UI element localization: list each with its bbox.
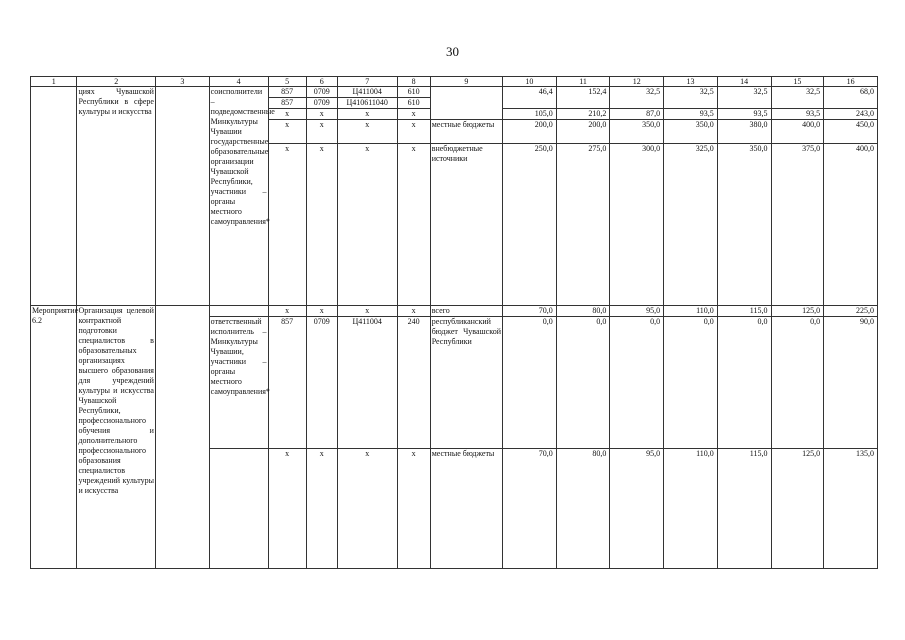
value-cell: 200,0 bbox=[556, 120, 610, 144]
col-header: 15 bbox=[771, 77, 824, 87]
expense-group-cell: х bbox=[397, 306, 430, 317]
expense-group-cell: х bbox=[397, 120, 430, 144]
value-cell: 46,4 bbox=[502, 87, 556, 109]
target-article-cell: х bbox=[337, 144, 397, 306]
target-article-cell: х bbox=[337, 306, 397, 317]
source-cell bbox=[430, 87, 502, 120]
value-cell: 70,0 bbox=[502, 449, 556, 569]
value-cell: 105,0 bbox=[502, 109, 556, 120]
target-article-cell: Ц411004 bbox=[337, 87, 397, 98]
executor-cell: соисполнители – подведомственные Минкультуры Чувашии государственные образовательные организации Чувашской Республики, участники – органы местного самоуправления* bbox=[209, 87, 268, 306]
value-cell: 350,0 bbox=[664, 120, 718, 144]
value-cell: 450,0 bbox=[824, 120, 878, 144]
cell-empty bbox=[209, 306, 268, 317]
value-cell: 0,0 bbox=[556, 317, 610, 449]
target-article-cell: х bbox=[337, 449, 397, 569]
grbs-cell: х bbox=[268, 109, 306, 120]
col-header: 6 bbox=[306, 77, 337, 87]
value-cell: 135,0 bbox=[824, 449, 878, 569]
col-header: 2 bbox=[77, 77, 156, 87]
value-cell: 250,0 bbox=[502, 144, 556, 306]
target-article-cell: х bbox=[337, 120, 397, 144]
grbs-cell: 857 bbox=[268, 98, 306, 109]
value-cell: 93,5 bbox=[664, 109, 718, 120]
grbs-cell: х bbox=[268, 449, 306, 569]
value-cell: 110,0 bbox=[664, 449, 718, 569]
section-cell: х bbox=[306, 449, 337, 569]
source-cell: местные бюджеты bbox=[430, 120, 502, 144]
value-cell: 243,0 bbox=[824, 109, 878, 120]
source-cell: всего bbox=[430, 306, 502, 317]
target-article-cell: х bbox=[337, 109, 397, 120]
grbs-cell: 857 bbox=[268, 87, 306, 98]
table-row bbox=[31, 87, 878, 98]
value-cell: 32,5 bbox=[664, 87, 718, 109]
section-cell: 0709 bbox=[306, 317, 337, 449]
value-cell: 80,0 bbox=[556, 306, 610, 317]
section-cell: х bbox=[306, 144, 337, 306]
value-cell: 110,0 bbox=[664, 306, 718, 317]
col-header: 5 bbox=[268, 77, 306, 87]
value-cell: 95,0 bbox=[610, 306, 664, 317]
value-cell: 0,0 bbox=[610, 317, 664, 449]
value-cell: 125,0 bbox=[771, 306, 824, 317]
value-cell: 325,0 bbox=[664, 144, 718, 306]
value-cell: 87,0 bbox=[610, 109, 664, 120]
grbs-cell: х bbox=[268, 144, 306, 306]
column-number-row bbox=[31, 77, 878, 87]
value-cell: 400,0 bbox=[824, 144, 878, 306]
col-header: 11 bbox=[556, 77, 610, 87]
executor-cell: ответственный исполнитель – Минкультуры Чувашии, участники – органы местного самоуправления* bbox=[209, 317, 268, 449]
grbs-cell: х bbox=[268, 120, 306, 144]
value-cell: 350,0 bbox=[717, 144, 771, 306]
value-cell: 300,0 bbox=[610, 144, 664, 306]
value-cell: 93,5 bbox=[771, 109, 824, 120]
expense-group-cell: 610 bbox=[397, 87, 430, 98]
col-header: 16 bbox=[824, 77, 878, 87]
section-cell: х bbox=[306, 109, 337, 120]
col-header: 1 bbox=[31, 77, 77, 87]
source-cell: местные бюджеты bbox=[430, 449, 502, 569]
measure-name-cell: Организация целевой контрактной подготовки специалистов в образовательных организациях высшего образования для учреждений культуры и искусства Чувашской Республики, профессионального обучения и дополнительного профессионального образования специалистов учреждений культуры и искусства bbox=[77, 306, 156, 569]
value-cell: 0,0 bbox=[771, 317, 824, 449]
expense-group-cell: 240 bbox=[397, 317, 430, 449]
col-header: 10 bbox=[502, 77, 556, 87]
cell-empty bbox=[155, 306, 209, 569]
value-cell: 93,5 bbox=[717, 109, 771, 120]
measure-number-cell: Мероприятие 6.2 bbox=[31, 306, 77, 569]
expense-group-cell: 610 bbox=[397, 98, 430, 109]
value-cell: 152,4 bbox=[556, 87, 610, 109]
target-article-cell: Ц411004 bbox=[337, 317, 397, 449]
col-header: 14 bbox=[717, 77, 771, 87]
value-cell: 350,0 bbox=[610, 120, 664, 144]
cell-empty bbox=[209, 449, 268, 569]
value-cell: 115,0 bbox=[717, 449, 771, 569]
value-cell: 95,0 bbox=[610, 449, 664, 569]
value-cell: 0,0 bbox=[502, 317, 556, 449]
value-cell: 115,0 bbox=[717, 306, 771, 317]
value-cell: 400,0 bbox=[771, 120, 824, 144]
value-cell: 68,0 bbox=[824, 87, 878, 109]
col-header: 7 bbox=[337, 77, 397, 87]
col-header: 13 bbox=[664, 77, 718, 87]
col-header: 9 bbox=[430, 77, 502, 87]
value-cell: 380,0 bbox=[717, 120, 771, 144]
value-cell: 80,0 bbox=[556, 449, 610, 569]
value-cell: 275,0 bbox=[556, 144, 610, 306]
value-cell: 0,0 bbox=[664, 317, 718, 449]
value-cell: 32,5 bbox=[610, 87, 664, 109]
grbs-cell: х bbox=[268, 306, 306, 317]
value-cell: 225,0 bbox=[824, 306, 878, 317]
target-article-cell: Ц410611040 bbox=[337, 98, 397, 109]
cell-empty bbox=[155, 87, 209, 306]
col-header: 4 bbox=[209, 77, 268, 87]
value-cell: 200,0 bbox=[502, 120, 556, 144]
section-cell: 0709 bbox=[306, 98, 337, 109]
section-cell: х bbox=[306, 306, 337, 317]
cell-empty bbox=[31, 87, 77, 306]
expense-group-cell: х bbox=[397, 109, 430, 120]
col-header: 12 bbox=[610, 77, 664, 87]
value-cell: 90,0 bbox=[824, 317, 878, 449]
value-cell: 70,0 bbox=[502, 306, 556, 317]
value-cell: 125,0 bbox=[771, 449, 824, 569]
budget-table bbox=[30, 76, 878, 569]
source-cell: внебюджетные источники bbox=[430, 144, 502, 306]
expense-group-cell: х bbox=[397, 144, 430, 306]
table-row bbox=[31, 306, 878, 317]
value-cell: 32,5 bbox=[771, 87, 824, 109]
col-header: 3 bbox=[155, 77, 209, 87]
value-cell: 375,0 bbox=[771, 144, 824, 306]
section-cell: 0709 bbox=[306, 87, 337, 98]
section-cell: х bbox=[306, 120, 337, 144]
value-cell: 0,0 bbox=[717, 317, 771, 449]
value-cell: 32,5 bbox=[717, 87, 771, 109]
value-cell: 210,2 bbox=[556, 109, 610, 120]
grbs-cell: 857 bbox=[268, 317, 306, 449]
col-header: 8 bbox=[397, 77, 430, 87]
source-cell: республиканский бюджет Чувашской Республики bbox=[430, 317, 502, 449]
expense-group-cell: х bbox=[397, 449, 430, 569]
page-number: 30 bbox=[446, 44, 459, 59]
measure-name-cell: циях Чувашской Республики в сфере культуры и искусства bbox=[77, 87, 156, 306]
